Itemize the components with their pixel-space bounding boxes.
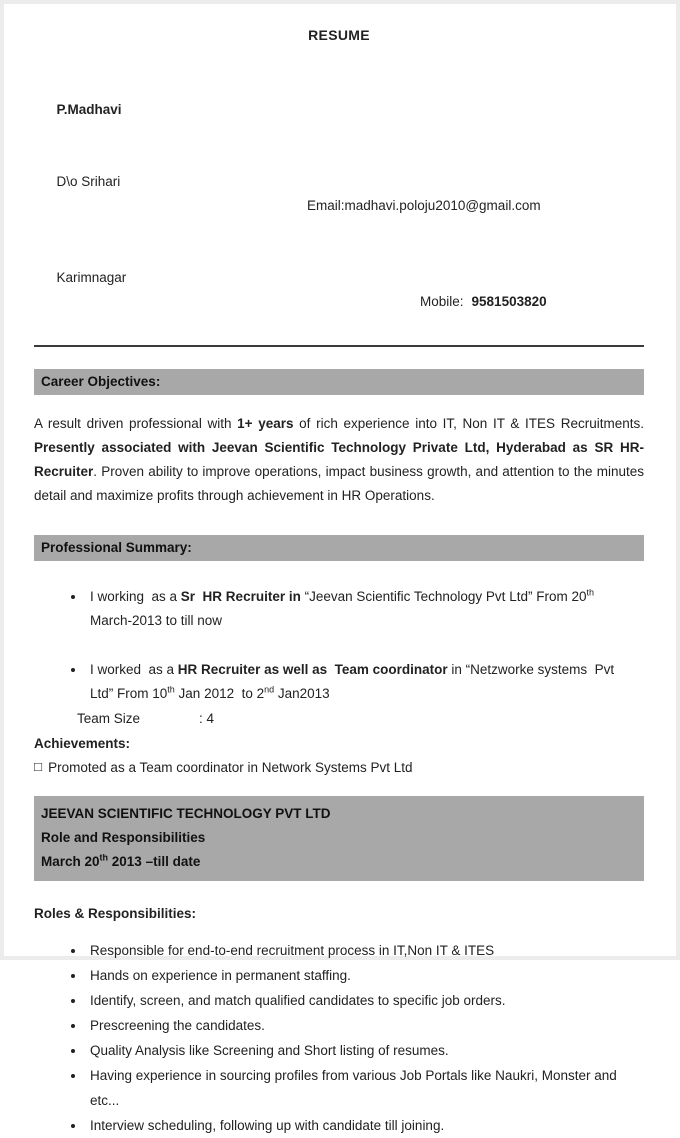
experience-dates: March 20th 2013 –till date <box>41 852 201 869</box>
contact-row-email <box>34 146 644 242</box>
header-divider <box>34 345 644 347</box>
section-heading-professional-summary: Professional Summary: <box>34 535 644 561</box>
achievements-heading: Achievements: <box>34 736 131 751</box>
team-size-row <box>77 706 644 731</box>
address-line-1: D\o Srihari <box>56 174 121 189</box>
team-size-label: Team Size <box>77 711 141 726</box>
page-title: RESUME <box>308 27 370 43</box>
address-line-2: Karimnagar <box>56 270 127 285</box>
career-objectives-paragraph: A result driven professional with 1+ years of rich experience into IT, Non IT & ITES Recruitments. Presently associated with Jeevan Scientific Technology Private Ltd, Hyderabad as SR HR-Recruiter. Proven ability to improve operations, impact business growth, and attention to the minutes detail and maximize profits through achievement in HR Operations. <box>34 416 652 503</box>
experience-subtitle: Role and Responsibilities <box>41 830 206 845</box>
candidate-name: P.Madhavi <box>56 102 122 117</box>
roles-responsibilities-list <box>34 938 644 1138</box>
role-item: • Responsible for end-to-end recruitment process in IT,Non IT & ITES <box>86 938 642 963</box>
email-text: Email:madhavi.poloju2010@gmail.com <box>307 198 541 213</box>
role-item: • Identify, screen, and match qualified candidates to specific job orders. <box>86 988 642 1013</box>
square-bullet-icon: □ <box>34 759 43 774</box>
role-item: • Prescreening the candidates. <box>86 1013 642 1038</box>
mobile-label: Mobile: <box>420 294 464 309</box>
section-heading-career-objectives: Career Objectives: <box>34 369 644 395</box>
contact-section <box>34 74 644 338</box>
professional-summary-list <box>34 585 644 706</box>
role-item: • Having experience in sourcing profiles from various Job Portals like Naukri, Monster and etc... <box>86 1063 642 1113</box>
role-item: • Interview scheduling, following up with candidate till joining. <box>86 1113 642 1138</box>
team-size-value: : 4 <box>199 711 215 726</box>
role-item: • Quality Analysis like Screening and Short listing of resumes. <box>86 1038 642 1063</box>
contact-name-row <box>34 74 644 146</box>
experience-header-block <box>34 796 644 881</box>
summary-item-previous-role: • I worked as a HR Recruiter as well as Team coordinator in “Netzworke systems Pvt Ltd” From 10th Jan 2012 to 2nd Jan2013 <box>86 658 624 706</box>
mobile-line <box>420 290 547 314</box>
achievement-item <box>34 756 644 780</box>
achievement-text: Promoted as a Team coordinator in Network Systems Pvt Ltd <box>48 760 413 775</box>
role-item: • Hands on experience in permanent staffing. <box>86 963 642 988</box>
mobile-number: 9581503820 <box>471 294 547 309</box>
contact-row-mobile <box>34 242 644 338</box>
summary-item-current-role: • I working as a Sr HR Recruiter in “Jeevan Scientific Technology Pvt Ltd” From 20th March-2013 to till now <box>86 585 624 633</box>
roles-responsibilities-heading: Roles & Responsibilities: <box>34 906 197 921</box>
company-name: JEEVAN SCIENTIFIC TECHNOLOGY PVT LTD <box>41 806 331 821</box>
